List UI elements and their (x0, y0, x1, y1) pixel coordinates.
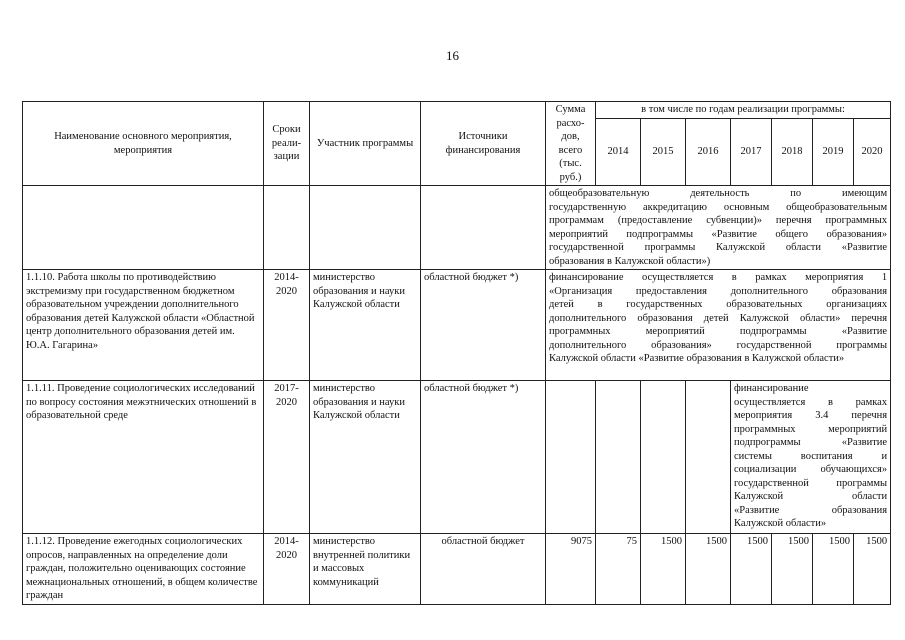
note-line: социализации обучающихся» (734, 464, 888, 475)
note-line: Калужской области (734, 491, 888, 502)
year-cell (641, 381, 686, 534)
note-line: подпрограммы «Развитие (734, 437, 888, 448)
note-line: программных мероприятий подпрограммы «Развитие (549, 326, 888, 337)
note-line: детей в государственных образовательных организациях (549, 299, 888, 310)
header-year: 2016 (686, 118, 731, 186)
activity-source: областной бюджет *) (421, 270, 546, 381)
header-year: 2014 (596, 118, 641, 186)
activity-term: 2014-2020 (264, 534, 310, 605)
year-value: 1500 (813, 534, 854, 605)
activity-name: 1.1.12. Проведение ежегодных социологических опросов, направленных на определение доли граждан, положительно оценивающих состояние межнациональных отношений, в общем количестве граждан (23, 534, 264, 605)
note-line: Калужской области «Развитие образования в Калужской области» (549, 353, 845, 364)
funding-note (546, 270, 891, 381)
header-year: 2020 (854, 118, 891, 186)
table-header-row (23, 102, 891, 119)
note-line: «Организация предоставления дополнительного образования (549, 285, 888, 297)
activity-participant: министерство образования и науки Калужской области (310, 270, 421, 381)
table-row (23, 381, 891, 534)
table-row (23, 534, 891, 605)
table-row (23, 270, 891, 381)
year-value: 75 (596, 534, 641, 605)
year-value: 1500 (854, 534, 891, 605)
note-line: государственной программы Калужской области «Развитие (549, 242, 888, 253)
header-year: 2019 (813, 118, 854, 186)
year-value: 1500 (731, 534, 772, 605)
note-line: осуществляется в рамках (734, 396, 888, 408)
header-year: 2018 (772, 118, 813, 186)
year-cell (686, 381, 731, 534)
note-line: государственной программы (734, 477, 888, 489)
header-year: 2017 (731, 118, 772, 186)
header-sum: Сумма расхо-дов, всего (тыс. руб.) (546, 102, 596, 186)
activity-name: 1.1.11. Проведение социологических исследований по вопросу состояния межэтнических отношений в образовательной среде (23, 381, 264, 534)
activity-name: 1.1.10. Работа школы по противодействию экстремизму при государственном бюджетном образовательном учреждении дополнительного образования детей Калужской области «Областной центр дополнительного образования детей им. Ю.А. Гагарина» (23, 270, 264, 381)
note-line: Калужской области» (734, 518, 827, 529)
note-line: дополнительного образования» государственной программы (549, 339, 888, 351)
note-line: мероприятий подпрограммы «Развитие общего образования» (549, 228, 888, 240)
funding-note (546, 186, 891, 270)
year-value: 1500 (641, 534, 686, 605)
note-line: дополнительного образования детей Калужской области» перечня (549, 312, 888, 324)
activity-participant: министерство внутренней политики и массовых коммуникаций (310, 534, 421, 605)
activity-term: 2017-2020 (264, 381, 310, 534)
sum-cell (546, 381, 596, 534)
note-line: системы воспитания и (734, 450, 888, 462)
note-line: финансирование осуществляется в рамках мероприятия 1 (549, 272, 888, 283)
note-line: программам (предоставление субвенции)» перечня программных (549, 215, 888, 226)
note-line: общеобразовательную деятельность по имеющим (549, 188, 888, 199)
year-cell (596, 381, 641, 534)
note-line: «Развитие образования (734, 504, 888, 516)
header-years-group: в том числе по годам реализации программы: (596, 102, 891, 119)
note-line: финансирование (734, 383, 809, 394)
header-name: Наименование основного мероприятия, мероприятия (23, 102, 264, 186)
program-activities-table (22, 101, 891, 605)
table-row (23, 186, 891, 270)
note-line: образования в Калужской области») (549, 255, 711, 267)
note-line: программных мероприятий (734, 423, 888, 435)
funding-note (731, 381, 891, 534)
header-participant: Участник программы (310, 102, 421, 186)
header-year: 2015 (641, 118, 686, 186)
sum-cell: 9075 (546, 534, 596, 605)
year-value: 1500 (686, 534, 731, 605)
page-number: 16 (446, 48, 459, 63)
activity-source: областной бюджет *) (421, 381, 546, 534)
header-term: Сроки реали-зации (264, 102, 310, 186)
activity-participant: министерство образования и науки Калужской области (310, 381, 421, 534)
year-value: 1500 (772, 534, 813, 605)
note-line: государственную аккредитацию основным общеобразовательным (549, 201, 888, 213)
note-line: мероприятия 3.4 перечня (734, 410, 888, 421)
activity-source: областной бюджет (421, 534, 546, 605)
header-source: Источники финансирования (421, 102, 546, 186)
activity-term: 2014-2020 (264, 270, 310, 381)
